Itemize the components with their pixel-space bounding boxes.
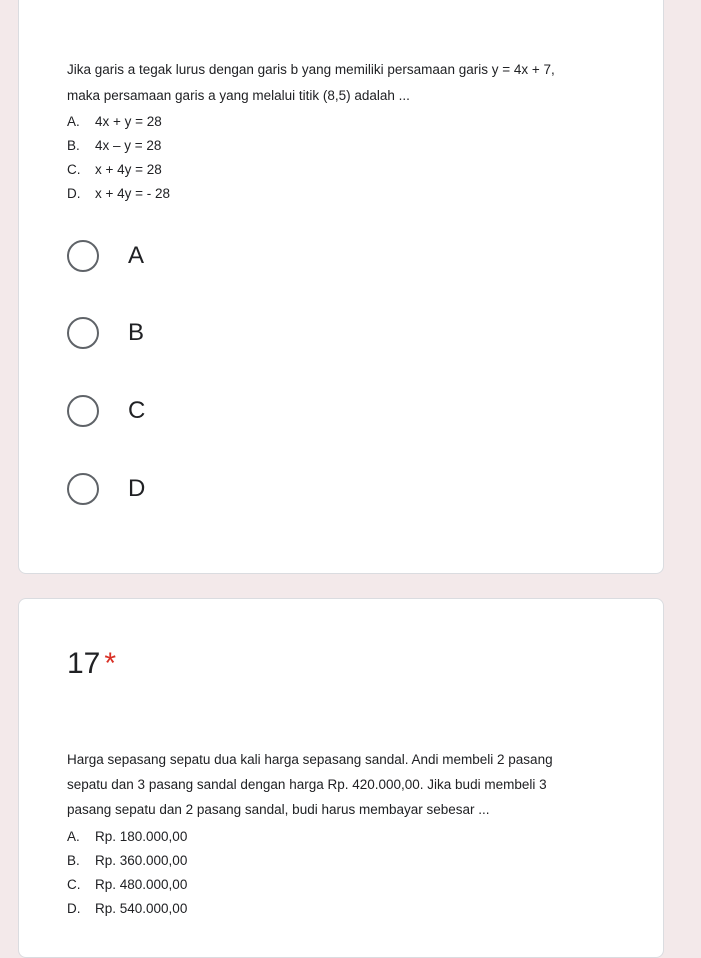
question-16-image-option-a [67, 110, 637, 134]
radio-option-a[interactable] [67, 234, 367, 278]
question-17-image-option-a [67, 825, 627, 849]
radio-label-b: B [128, 319, 145, 346]
radio-label-c: C [128, 397, 146, 424]
radio-button-icon[interactable] [67, 240, 99, 272]
required-marker: * [104, 647, 117, 680]
question-17-text-line-1: Harga sepasang sepatu dua kali harga sepasang sandal. Andi membeli 2 pasang [67, 752, 553, 767]
question-17-image-option-d [67, 897, 627, 921]
question-16-image-option-b [67, 134, 637, 158]
question-17-image-option-b [67, 849, 627, 873]
question-17-image-option-c [67, 873, 627, 897]
radio-button-icon[interactable] [67, 317, 99, 349]
option-text: 4x + y = 28 [95, 114, 162, 129]
question-17-text-line-3: pasang sepatu dan 2 pasang sandal, budi harus membayar sebesar ... [67, 802, 490, 817]
option-text: Rp. 480.000,00 [95, 877, 188, 892]
option-letter: D. [67, 186, 81, 201]
option-letter: D. [67, 901, 81, 916]
question-16-image [67, 59, 637, 206]
radio-option-d[interactable] [67, 467, 367, 511]
question-16-text-line-1: Jika garis a tegak lurus dengan garis b yang memiliki persamaan garis y = 4x + 7, [67, 62, 555, 77]
option-letter: B. [67, 853, 80, 868]
question-16-image-option-c [67, 158, 637, 182]
option-text: Rp. 540.000,00 [95, 901, 188, 916]
radio-label-a: A [128, 242, 145, 269]
option-letter: C. [67, 162, 81, 177]
question-number: 17 [67, 647, 101, 680]
radio-option-b[interactable] [67, 311, 367, 355]
question-17-image [67, 747, 627, 921]
option-letter: B. [67, 138, 80, 153]
option-text: 4x – y = 28 [95, 138, 162, 153]
radio-label-d: D [128, 475, 146, 502]
question-16-card [18, 0, 664, 574]
question-16-image-option-d [67, 182, 637, 206]
question-17-card [18, 598, 664, 958]
option-text: Rp. 360.000,00 [95, 853, 188, 868]
question-17-title [67, 647, 116, 681]
option-text: Rp. 180.000,00 [95, 829, 188, 844]
radio-option-c[interactable] [67, 389, 367, 433]
option-text: x + 4y = - 28 [95, 186, 171, 201]
option-letter: A. [67, 114, 80, 129]
option-letter: A. [67, 829, 80, 844]
question-17-text-line-2: sepatu dan 3 pasang sandal dengan harga Rp. 420.000,00. Jika budi membeli 3 [67, 777, 547, 792]
radio-button-icon[interactable] [67, 395, 99, 427]
option-text: x + 4y = 28 [95, 162, 162, 177]
option-letter: C. [67, 877, 81, 892]
radio-button-icon[interactable] [67, 473, 99, 505]
question-16-text-line-2: maka persamaan garis a yang melalui titik (8,5) adalah ... [67, 88, 410, 103]
